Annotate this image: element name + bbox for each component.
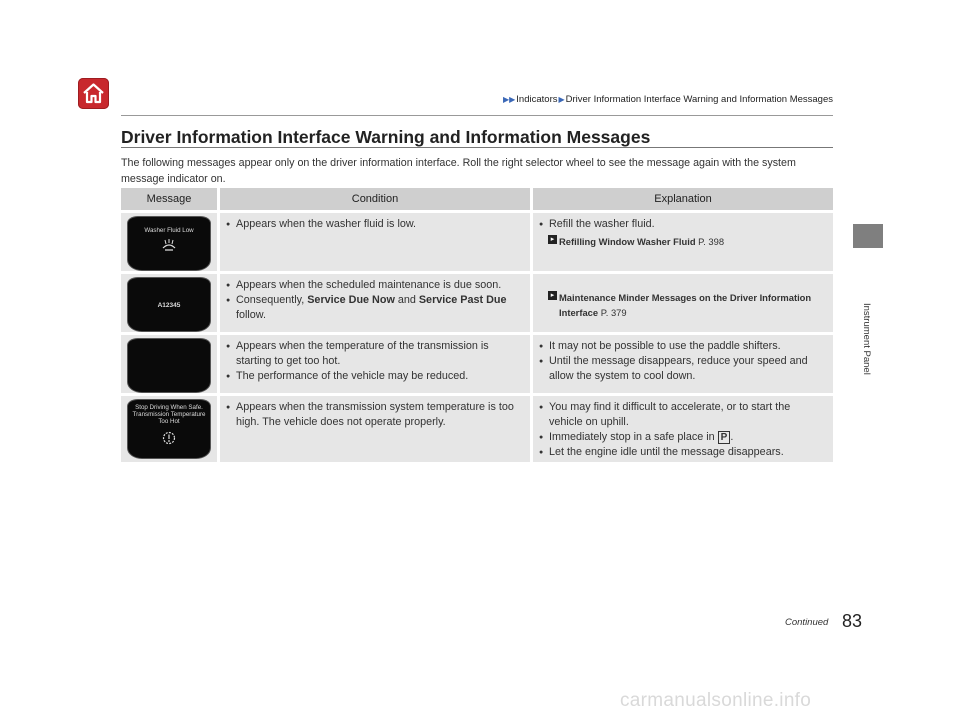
condition-item: ● Appears when the temperature of the transmission is starting to get too hot. xyxy=(226,339,522,369)
condition-emphasis: Service Due Now xyxy=(307,294,395,306)
continued-label: Continued xyxy=(785,617,829,628)
header-divider xyxy=(121,115,833,116)
page-reference[interactable] xyxy=(550,290,825,320)
condition-cell xyxy=(217,335,530,393)
condition-text: and xyxy=(394,294,419,306)
condition-item: ● Appears when the transmission system temperature is too high. The vehicle does not operate properly. xyxy=(226,400,522,430)
screen-text: Washer Fluid Low xyxy=(144,227,194,234)
explanation-cell xyxy=(530,396,833,462)
section-tab xyxy=(853,224,883,248)
condition-item xyxy=(226,293,522,323)
screen-text: Stop Driving When Safe. xyxy=(135,404,203,411)
explanation-item: ● Refill the washer fluid. xyxy=(539,217,825,232)
breadcrumb-item[interactable]: Indicators xyxy=(516,94,558,105)
table-row xyxy=(121,274,833,332)
explanation-item: ● Let the engine idle until the message disappears. xyxy=(539,445,825,460)
column-header: Condition xyxy=(217,188,530,210)
message-image-cell xyxy=(121,396,217,462)
dashboard-screen xyxy=(128,400,210,458)
intro-text: The following messages appear only on the driver information interface. Roll the right selector wheel to see the message again with the system message indicator on. xyxy=(121,157,796,185)
reference-page: P. 379 xyxy=(600,307,627,318)
park-gear-icon: P xyxy=(718,431,731,444)
condition-item: ● Appears when the washer fluid is low. xyxy=(226,217,522,232)
reference-arrow-icon: ▸ xyxy=(548,235,557,244)
messages-table xyxy=(121,185,833,465)
explanation-item xyxy=(539,430,825,445)
column-header: Message xyxy=(121,188,217,210)
table-row xyxy=(121,396,833,462)
table-row xyxy=(121,335,833,393)
reference-page: P. 398 xyxy=(698,236,725,247)
dashboard-screen xyxy=(128,217,210,270)
condition-item: ● Appears when the scheduled maintenance is due soon. xyxy=(226,278,522,293)
explanation-cell xyxy=(530,274,833,332)
title-divider xyxy=(121,147,833,148)
table-row xyxy=(121,213,833,271)
explanation-item: ● It may not be possible to use the paddle shifters. xyxy=(539,339,825,354)
condition-cell xyxy=(217,213,530,271)
explanation-cell xyxy=(530,213,833,271)
message-image-cell xyxy=(121,335,217,393)
washer-fluid-icon xyxy=(161,238,177,252)
condition-text: follow. xyxy=(236,309,267,321)
reference-arrow-icon: ▸ xyxy=(548,291,557,300)
reference-label[interactable]: Maintenance Minder Messages on the Driver Information Interface xyxy=(559,292,812,318)
dashboard-screen xyxy=(128,278,210,331)
screen-text: Too Hot xyxy=(158,418,180,425)
breadcrumb-item[interactable]: Driver Information Interface Warning and Information Messages xyxy=(565,94,833,105)
explanation-text: Immediately stop in a safe place in xyxy=(549,431,718,443)
explanation-text: . xyxy=(730,431,734,443)
condition-text: Consequently, xyxy=(236,294,308,306)
screen-text: Transmission Temperature xyxy=(132,411,206,418)
section-label: Instrument Panel xyxy=(861,303,872,375)
transmission-temp-icon xyxy=(161,430,177,446)
condition-emphasis: Service Past Due xyxy=(418,294,507,306)
breadcrumb-arrow-icon: ▶▶ xyxy=(502,95,516,104)
condition-item: ● The performance of the vehicle may be reduced. xyxy=(226,369,522,384)
table-header-row xyxy=(121,188,833,210)
page-reference[interactable] xyxy=(550,234,825,249)
page-title: Driver Information Interface Warning and Information Messages xyxy=(121,127,651,147)
page-number: 83 xyxy=(842,611,863,631)
breadcrumb xyxy=(0,94,833,105)
column-header: Explanation xyxy=(530,188,833,210)
explanation-item: ● You may find it difficult to accelerate, or to start the vehicle on uphill. xyxy=(539,400,825,430)
breadcrumb-arrow-icon: ▶ xyxy=(558,95,565,104)
dashboard-screen xyxy=(128,339,210,392)
message-image-cell xyxy=(121,213,217,271)
explanation-item: ● Until the message disappears, reduce your speed and allow the system to cool down. xyxy=(539,354,825,384)
condition-cell xyxy=(217,396,530,462)
message-image-cell xyxy=(121,274,217,332)
screen-text: A12345 xyxy=(157,302,181,309)
explanation-cell xyxy=(530,335,833,393)
reference-label[interactable]: Refilling Window Washer Fluid xyxy=(559,236,696,247)
condition-cell xyxy=(217,274,530,332)
watermark: carmanualsonline.info xyxy=(620,690,812,711)
